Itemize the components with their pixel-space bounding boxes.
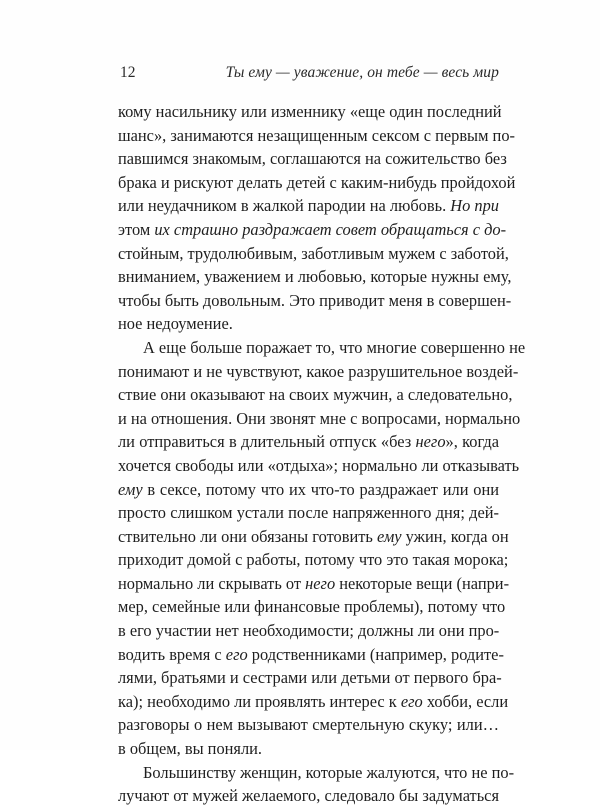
- text-line: [118, 147, 507, 171]
- text-run: хочется свободы или «отдыха»; нормально ли отказывать: [118, 455, 520, 475]
- italic-emphasis: Но при: [450, 196, 499, 216]
- text-line: [118, 454, 520, 478]
- text-line: [118, 242, 509, 266]
- text-run: стойным, трудолюбивым, заботливым мужем с заботой,: [118, 243, 509, 263]
- text-line: [118, 572, 510, 596]
- text-run: разговоры о нем вызывают смертельную скуку; или…: [118, 715, 499, 735]
- text-run: брака и рискуют делать детей с каким-нибудь пройдохой: [118, 172, 516, 192]
- text-line: [118, 265, 512, 289]
- text-run: мер, семейные или финансовые проблемы), потому что: [118, 597, 506, 617]
- text-run: чтобы быть довольным. Это приводит меня в совершен-: [118, 290, 512, 310]
- text-run: этом: [118, 219, 151, 239]
- text-run: в сексе, потому что их что-то раздражает или они: [142, 479, 499, 499]
- text-run: ка); необходимо ли проявлять интерес к: [118, 691, 401, 711]
- text-run: ли отправиться в длительный отпуск «без: [118, 432, 416, 452]
- text-run: Большинству женщин, которые жалуются, что не по-: [143, 762, 515, 782]
- text-line: [118, 100, 502, 124]
- page-header: [118, 64, 499, 88]
- text-run: ужин, когда он: [401, 526, 509, 546]
- italic-emphasis: его: [225, 644, 248, 664]
- italic-emphasis: их страшно раздражает совет обращаться с до-: [150, 219, 507, 239]
- paragraph: [118, 100, 516, 336]
- text-line: [118, 407, 521, 431]
- text-line: [118, 737, 499, 761]
- text-line: [118, 312, 499, 336]
- text-run: вниманием, уважением и любовью, которые нужны ему,: [118, 267, 512, 287]
- text-line: [118, 360, 519, 384]
- text-line: [118, 478, 499, 502]
- text-run: лучают от мужей желаемого, следовало бы задуматься: [118, 786, 499, 806]
- text-run: нормально ли скрывать от: [118, 573, 306, 593]
- text-line: [118, 784, 499, 808]
- text-run: некоторые вещи (напри-: [335, 573, 510, 593]
- text-run: павшимся знакомым, соглашаются на сожительство без: [118, 149, 507, 169]
- text-line: [118, 336, 526, 360]
- text-run: А еще больше поражает то, что многие совершенно не: [143, 337, 526, 357]
- text-line: [118, 619, 499, 643]
- text-run: », когда: [445, 432, 499, 452]
- text-run: родственниками (например, родите-: [247, 644, 504, 664]
- italic-emphasis: ему: [376, 526, 402, 546]
- text-run: просто слишком устали после напряженного дня; дей-: [118, 503, 499, 523]
- text-run: ствие они оказывают на своих мужчин, а следовательно,: [118, 385, 513, 405]
- text-run: ствительно ли они обязаны готовить: [118, 526, 377, 546]
- italic-emphasis: ему: [118, 479, 143, 499]
- text-run: в общем, вы поняли.: [118, 739, 263, 759]
- text-line: [118, 525, 509, 549]
- text-run: или неудачником в жалкой пародии на любовь.: [118, 196, 451, 216]
- page-number: 12: [120, 64, 136, 81]
- text-line: [118, 666, 502, 690]
- text-run: в его участии нет необходимости; должны ли они про-: [118, 621, 500, 641]
- italic-emphasis: него: [305, 573, 336, 593]
- text-run: и на отношения. Они звонят мне с вопросами, нормально: [118, 408, 521, 428]
- text-run: ное недоумение.: [118, 314, 233, 334]
- text-run: приходит домой с работы, потому что это такая морока;: [118, 550, 509, 570]
- italic-emphasis: него: [415, 432, 446, 452]
- italic-emphasis: его: [400, 691, 423, 711]
- text-run: шанс», занимаются незащищенным сексом с первым по-: [118, 125, 515, 145]
- text-line: [118, 218, 507, 242]
- text-line: [118, 289, 512, 313]
- text-line: [118, 595, 506, 619]
- text-line: [118, 194, 499, 218]
- text-run: хобби, если: [422, 691, 509, 711]
- text-line: [118, 430, 499, 454]
- running-title: Ты ему — уважение, он тебе — весь мир: [225, 64, 499, 81]
- body-text: [118, 100, 526, 808]
- text-line: [118, 548, 509, 572]
- text-line: [118, 713, 499, 737]
- text-line: [118, 383, 513, 407]
- paragraph: [118, 336, 526, 761]
- text-run: понимают и не чувствуют, какое разрушительное воздей-: [118, 361, 519, 381]
- text-run: водить время с: [118, 644, 226, 664]
- text-run: кому насильнику или изменнику «еще один последний: [118, 102, 502, 121]
- paragraph: [118, 761, 515, 808]
- text-line: [118, 124, 515, 148]
- text-line: [118, 690, 509, 714]
- text-line: [118, 171, 516, 195]
- text-line: [118, 761, 515, 785]
- text-line: [118, 501, 499, 525]
- text-line: [118, 643, 504, 667]
- text-run: лями, братьями и сестрами или детьми от первого бра-: [118, 668, 502, 688]
